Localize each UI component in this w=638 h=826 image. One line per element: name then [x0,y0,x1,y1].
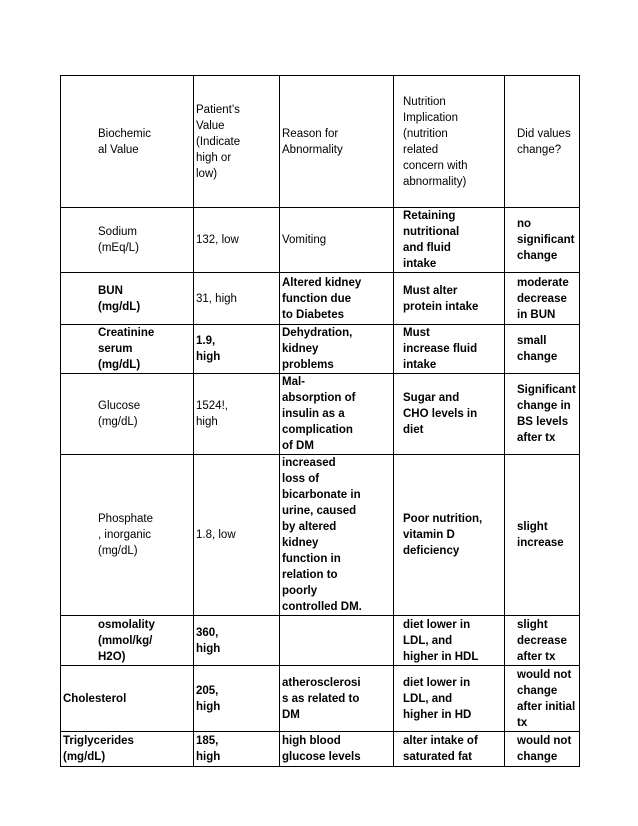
cell-reason [280,374,394,455]
cell-reason [280,273,394,325]
cell-reason [280,455,394,616]
cell-patient-value [194,666,280,732]
table-header-row [61,76,580,208]
header-text: Did values change? [517,127,571,156]
cell-text: osmolality (mmol/kg/ H2O) [98,618,155,663]
cell-change [505,732,580,767]
header-did-values-change [505,76,580,208]
cell-text: small change [517,335,558,363]
cell-text: Sodium (mEq/L) [98,226,139,254]
cell-text: Creatinine serum (mg/dL) [98,327,155,371]
header-text: Reason for Abnormality [282,127,343,156]
cell-implication [394,273,505,325]
cell-text: Triglycerides (mg/dL) [63,735,134,763]
cell-change [505,273,580,325]
cell-patient-value [194,208,280,273]
cell-text: slight increase [517,521,564,549]
cell-text: slight decrease after tx [517,618,567,663]
cell-biochemical-value [61,666,194,732]
header-patient-value [194,76,280,208]
cell-text: 185, high [196,735,221,763]
cell-text: increased loss of bicarbonate in urine, caused by altered kidney function in relation to poorly controlled DM. [282,457,362,613]
table-row [61,374,580,455]
cell-text: Altered kidney function due to Diabetes [282,276,362,321]
cell-text: Cholesterol [63,692,127,705]
table-row [61,208,580,273]
cell-patient-value [194,273,280,325]
cell-implication [394,455,505,616]
cell-implication [394,616,505,666]
cell-patient-value [194,325,280,374]
cell-text: diet lower in LDL, and higher in HDL [403,618,479,663]
header-reason [280,76,394,208]
cell-patient-value [194,374,280,455]
cell-patient-value [194,732,280,767]
cell-patient-value [194,455,280,616]
cell-biochemical-value [61,616,194,666]
cell-change [505,374,580,455]
cell-text: Poor nutrition, vitamin D deficiency [403,513,483,557]
cell-text: diet lower in LDL, and higher in HD [403,676,472,721]
cell-change [505,666,580,732]
cell-text: Must increase fluid intake [403,327,478,371]
header-nutrition-implication [394,76,505,208]
cell-change [505,455,580,616]
table-row [61,455,580,616]
cell-text: Must alter protein intake [403,284,479,313]
cell-implication [394,666,505,732]
cell-reason [280,732,394,767]
cell-text: Dehydration, kidney problems [282,327,353,371]
cell-change [505,208,580,273]
cell-text: high blood glucose levels [282,735,361,763]
cell-reason [280,208,394,273]
cell-text: 1.9, high [196,335,221,363]
cell-text: Vomiting [282,234,327,246]
table-row [61,732,580,767]
table-row [61,273,580,325]
table-row [61,325,580,374]
cell-text: 205, high [196,684,221,713]
cell-text: alter intake of saturated fat [403,735,478,763]
cell-biochemical-value [61,732,194,767]
cell-change [505,325,580,374]
header-text: Nutrition Implication (nutrition related concern with abnormality) [403,95,468,188]
cell-text: Phosphate , inorganic (mg/dL) [98,513,153,557]
header-text: Biochemic al Value [98,127,152,156]
cell-text: would not change after initial tx [517,668,576,729]
table-row [61,666,580,732]
cell-text: no significant change [517,218,575,262]
cell-text: 31, high [196,292,237,305]
cell-text: Mal- absorption of insulin as a complication of DM [282,376,356,452]
cell-biochemical-value [61,325,194,374]
table-row [61,616,580,666]
header-biochemical-value [61,76,194,208]
cell-text: 1.8, low [196,529,236,541]
cell-text: moderate decrease in BUN [517,276,569,321]
cell-implication [394,732,505,767]
cell-text: Glucose (mg/dL) [98,400,141,428]
cell-text: would not change [517,735,572,763]
cell-patient-value [194,616,280,666]
cell-reason [280,616,394,666]
header-text: Patient’s Value (Indicate high or low) [196,103,241,180]
cell-text: 132, low [196,234,239,246]
cell-text: Sugar and CHO levels in diet [403,392,478,436]
cell-text: atherosclerosi s as related to DM [282,676,361,721]
cell-text: 360, high [196,626,221,655]
cell-text: Retaining nutritional and fluid intake [403,210,460,270]
cell-implication [394,325,505,374]
cell-biochemical-value [61,455,194,616]
cell-implication [394,208,505,273]
lab-values-table [60,75,580,767]
cell-reason [280,666,394,732]
cell-biochemical-value [61,374,194,455]
cell-biochemical-value [61,208,194,273]
cell-text: BUN (mg/dL) [98,284,141,313]
cell-implication [394,374,505,455]
cell-biochemical-value [61,273,194,325]
cell-change [505,616,580,666]
cell-reason [280,325,394,374]
cell-text: Significant change in BS levels after tx [517,384,576,444]
cell-text: 1524!, high [196,400,228,428]
